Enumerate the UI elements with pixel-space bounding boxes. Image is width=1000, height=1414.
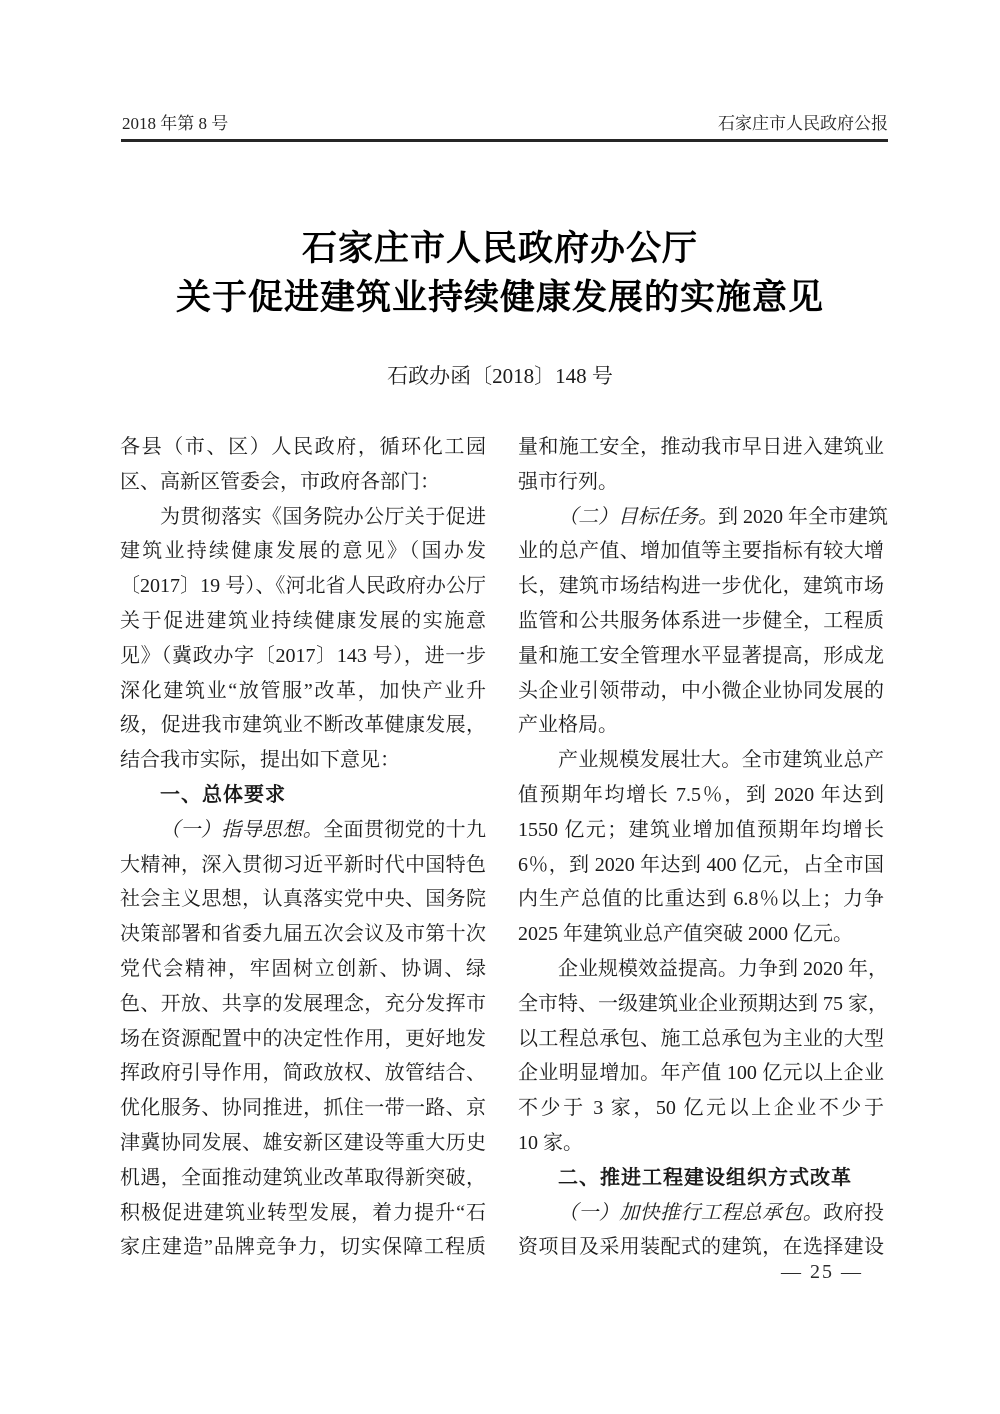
text-run: 一、总体要求: [160, 783, 286, 806]
text-run: 津冀协同发展、雄安新区建设等重大历史: [120, 1131, 486, 1154]
text-line: [120, 1230, 486, 1265]
text-line: [518, 500, 888, 535]
text-line: [518, 1196, 884, 1231]
text-run: 深化建筑业“放管服”改革，加快产业升: [120, 679, 486, 702]
text-run: 到 2020 年全市建筑: [718, 505, 888, 528]
text-line: [518, 1056, 884, 1091]
text-run: 政府投: [823, 1201, 885, 1224]
text-line: [120, 882, 486, 917]
header-publication-name: 石家庄市人民政府公报: [718, 114, 888, 133]
text-line: [518, 987, 888, 1022]
text-run: 强市行列。: [518, 470, 618, 493]
text-line: [120, 1126, 486, 1161]
text-run: 产业规模发展壮大。全市建筑业总产: [558, 749, 884, 772]
text-run: 优化服务、协同推进，抓住一带一路、京: [120, 1097, 486, 1120]
title-line-2: 关于促进建筑业持续健康发展的实施意见: [175, 278, 824, 317]
text-line: [120, 917, 486, 952]
text-line: [518, 465, 884, 500]
text-run: 建筑业持续健康发展的意见》（国办发: [120, 540, 486, 563]
page-number: — 25 —: [781, 1261, 863, 1283]
text-run: 机遇，全面推动建筑业改革取得新突破，: [120, 1166, 486, 1189]
text-line: [518, 848, 884, 883]
text-line: [518, 882, 884, 917]
text-line: [518, 917, 884, 952]
text-line: [120, 743, 486, 778]
text-run: 量和施工安全管理水平显著提高，形成龙: [518, 644, 884, 667]
text-line: [518, 639, 884, 674]
text-run: 社会主义思想，认真落实党中央、国务院: [120, 888, 486, 911]
text-line: [518, 1230, 884, 1265]
text-run: 2025 年建筑业总产值突破 2000 亿元。: [518, 923, 853, 946]
text-run: 场在资源配置中的决定性作用，更好地发: [120, 1027, 486, 1050]
text-line: [120, 708, 486, 743]
text-run: 积极促进建筑业转型发展，着力提升“石: [120, 1201, 486, 1224]
text-run: 见》（冀政办字〔2017〕143 号），进一步: [120, 644, 486, 667]
text-line: [120, 1022, 486, 1057]
section-heading-2: [518, 1161, 884, 1196]
text-line: [120, 639, 486, 674]
text-run: 业的总产值、增加值等主要指标有较大增: [518, 540, 884, 563]
document-reference-number: 石政办函〔2018〕148 号: [387, 364, 613, 388]
text-run: 为贯彻落实《国务院办公厅关于促进: [160, 505, 486, 528]
text-run: 党代会精神，牢固树立创新、协调、绿: [120, 957, 486, 980]
document-title: [0, 224, 1000, 322]
text-run: （一）加快推行工程总承包。: [558, 1201, 824, 1224]
text-line: [518, 952, 888, 987]
text-line: [120, 1161, 486, 1196]
text-line: [518, 813, 884, 848]
text-run: 各县（市、区）人民政府，循环化工园: [120, 436, 486, 458]
section-heading-1: [120, 778, 486, 813]
text-run: 不少于 3 家，50 亿元以上企业不少于: [518, 1097, 884, 1120]
text-run: 资项目及采用装配式的建筑，在选择建设: [518, 1236, 884, 1259]
text-run: （一）指导思想。: [160, 818, 324, 841]
text-line: [518, 569, 884, 604]
text-line: [518, 743, 884, 778]
text-line: [518, 534, 884, 569]
text-run: 企业明显增加。年产值 100 亿元以上企业: [518, 1062, 884, 1085]
text-line: [120, 534, 486, 569]
header-issue-number: 2018 年第 8 号: [122, 114, 229, 133]
text-run: 值预期年均增长 7.5％，到 2020 年达到: [518, 783, 884, 806]
text-run: 决策部署和省委九届五次会议及市第十次: [120, 923, 486, 946]
text-run: 区、高新区管委会，市政府各部门：: [120, 470, 440, 493]
text-line: [518, 1022, 884, 1057]
text-run: 以工程总承包、施工总承包为主业的大型: [518, 1027, 884, 1050]
text-run: 全市特、一级建筑业企业预期达到 75 家，: [518, 992, 888, 1015]
text-run: 10 家。: [518, 1131, 583, 1154]
text-run: 监管和公共服务体系进一步健全，工程质: [518, 609, 884, 632]
text-line: [120, 465, 486, 500]
text-run: 头企业引领带动，中小微企业协同发展的: [518, 679, 884, 702]
text-line: [120, 1091, 486, 1126]
text-run: （二）目标任务。: [558, 505, 718, 528]
text-line: [120, 813, 486, 848]
text-run: 二、推进工程建设组织方式改革: [558, 1166, 852, 1189]
text-run: 产业格局。: [518, 714, 618, 737]
text-run: 关于促进建筑业持续健康发展的实施意: [120, 609, 486, 632]
text-line: [518, 1126, 884, 1161]
text-line: [120, 952, 486, 987]
text-line: [120, 1056, 486, 1091]
text-run: 结合我市实际，提出如下意见：: [120, 749, 400, 772]
text-line: [518, 778, 884, 813]
page-header: [122, 112, 888, 136]
text-line: [120, 848, 486, 883]
text-run: 量和施工安全，推动我市早日进入建筑业: [518, 436, 884, 458]
text-run: 内生产总值的比重达到 6.8％以上；力争: [518, 888, 884, 911]
text-run: 长，建筑市场结构进一步优化，建筑市场: [518, 575, 884, 598]
text-line: [518, 708, 884, 743]
header-rule: [121, 139, 888, 142]
text-line: [120, 674, 486, 709]
text-run: 全面贯彻党的十九: [323, 818, 487, 841]
text-line: [120, 430, 486, 465]
text-run: 大精神，深入贯彻习近平新时代中国特色: [120, 853, 486, 876]
text-run: 企业规模效益提高。力争到 2020 年，: [558, 957, 888, 980]
left-text-column: [120, 430, 486, 1265]
text-run: 色、开放、共享的发展理念，充分发挥市: [120, 992, 486, 1015]
text-line: [120, 987, 486, 1022]
text-run: 挥政府引导作用，简政放权、放管结合、: [120, 1062, 486, 1085]
right-text-column: [518, 430, 888, 1265]
text-line: [120, 500, 486, 535]
text-line: [120, 569, 486, 604]
text-line: [518, 1091, 884, 1126]
title-line-1: 石家庄市人民政府办公厅: [301, 229, 698, 268]
text-line: [120, 604, 486, 639]
text-line: [518, 430, 884, 465]
text-line: [518, 604, 884, 639]
text-run: 6％，到 2020 年达到 400 亿元，占全市国: [518, 853, 884, 876]
text-line: [518, 674, 884, 709]
text-run: 级，促进我市建筑业不断改革健康发展，: [120, 714, 486, 737]
text-run: 〔2017〕19 号）、《河北省人民政府办公厅: [120, 575, 486, 598]
text-run: 家庄建造”品牌竞争力，切实保障工程质: [120, 1236, 486, 1259]
text-run: 1550 亿元；建筑业增加值预期年均增长: [518, 818, 884, 841]
text-line: [120, 1196, 486, 1231]
